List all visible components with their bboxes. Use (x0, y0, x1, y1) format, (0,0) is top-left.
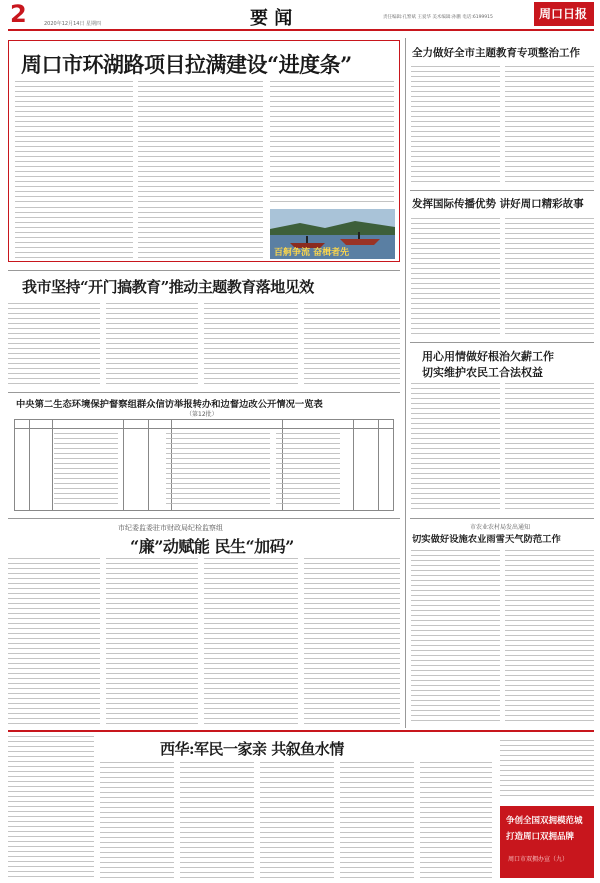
right-story3-headline-1: 用心用情做好根治欠薪工作 (422, 350, 554, 363)
table-subtitle: （第12批） (186, 411, 218, 418)
double-support-banner (500, 806, 594, 878)
lake-photo (270, 209, 395, 259)
clean-headline: “廉”动赋能 民生“加码” (130, 537, 294, 556)
right-story4-kicker: 市农业农村局发出通知 (470, 524, 531, 531)
banner-line2: 打造周口双拥品牌 (506, 832, 575, 842)
date-line: 2020年12月14日 星期四 (44, 21, 102, 27)
bottom-headline: 西华:军民一家亲 共叙鱼水情 (160, 740, 344, 758)
section-title: 要 闻 (250, 8, 293, 29)
page-header (0, 0, 600, 32)
banner-line3: 周口市双拥办宣（九） (508, 856, 569, 863)
complaints-table (14, 419, 394, 511)
right-story4-headline: 切实做好设施农业雨雪天气防范工作 (412, 534, 561, 545)
table-headline: 中央第二生态环境保护督察组群众信访举报转办和边督边改公开情况一览表 (16, 399, 323, 410)
header-rule (8, 29, 594, 31)
right-story1-headline: 全力做好全市主题教育专项整治工作 (412, 47, 580, 59)
editors-line: 责任编辑:孔繁斌 王爱华 美术编辑:孙鹏 电话:6199915 (383, 15, 493, 20)
newspaper-logo: 周口日报 (534, 2, 594, 26)
page-number: 2 (10, 0, 27, 28)
edu-headline: 我市坚持“开门搞教育”推动主题教育落地见效 (22, 278, 314, 296)
right-story2-headline: 发挥国际传播优势 讲好周口精彩故事 (412, 198, 584, 210)
clean-kicker: 市纪委监委驻市财政局纪检监察组 (118, 524, 223, 532)
lead-headline: 周口市环湖路项目拉满建设“进度条” (21, 52, 352, 77)
photo-caption: 百舸争流 奋楫者先 (274, 248, 350, 258)
right-story3-headline-2: 切实维护农民工合法权益 (422, 366, 543, 379)
lead-story-box (8, 40, 400, 262)
banner-line1: 争创全国双拥模范城 (506, 816, 583, 826)
